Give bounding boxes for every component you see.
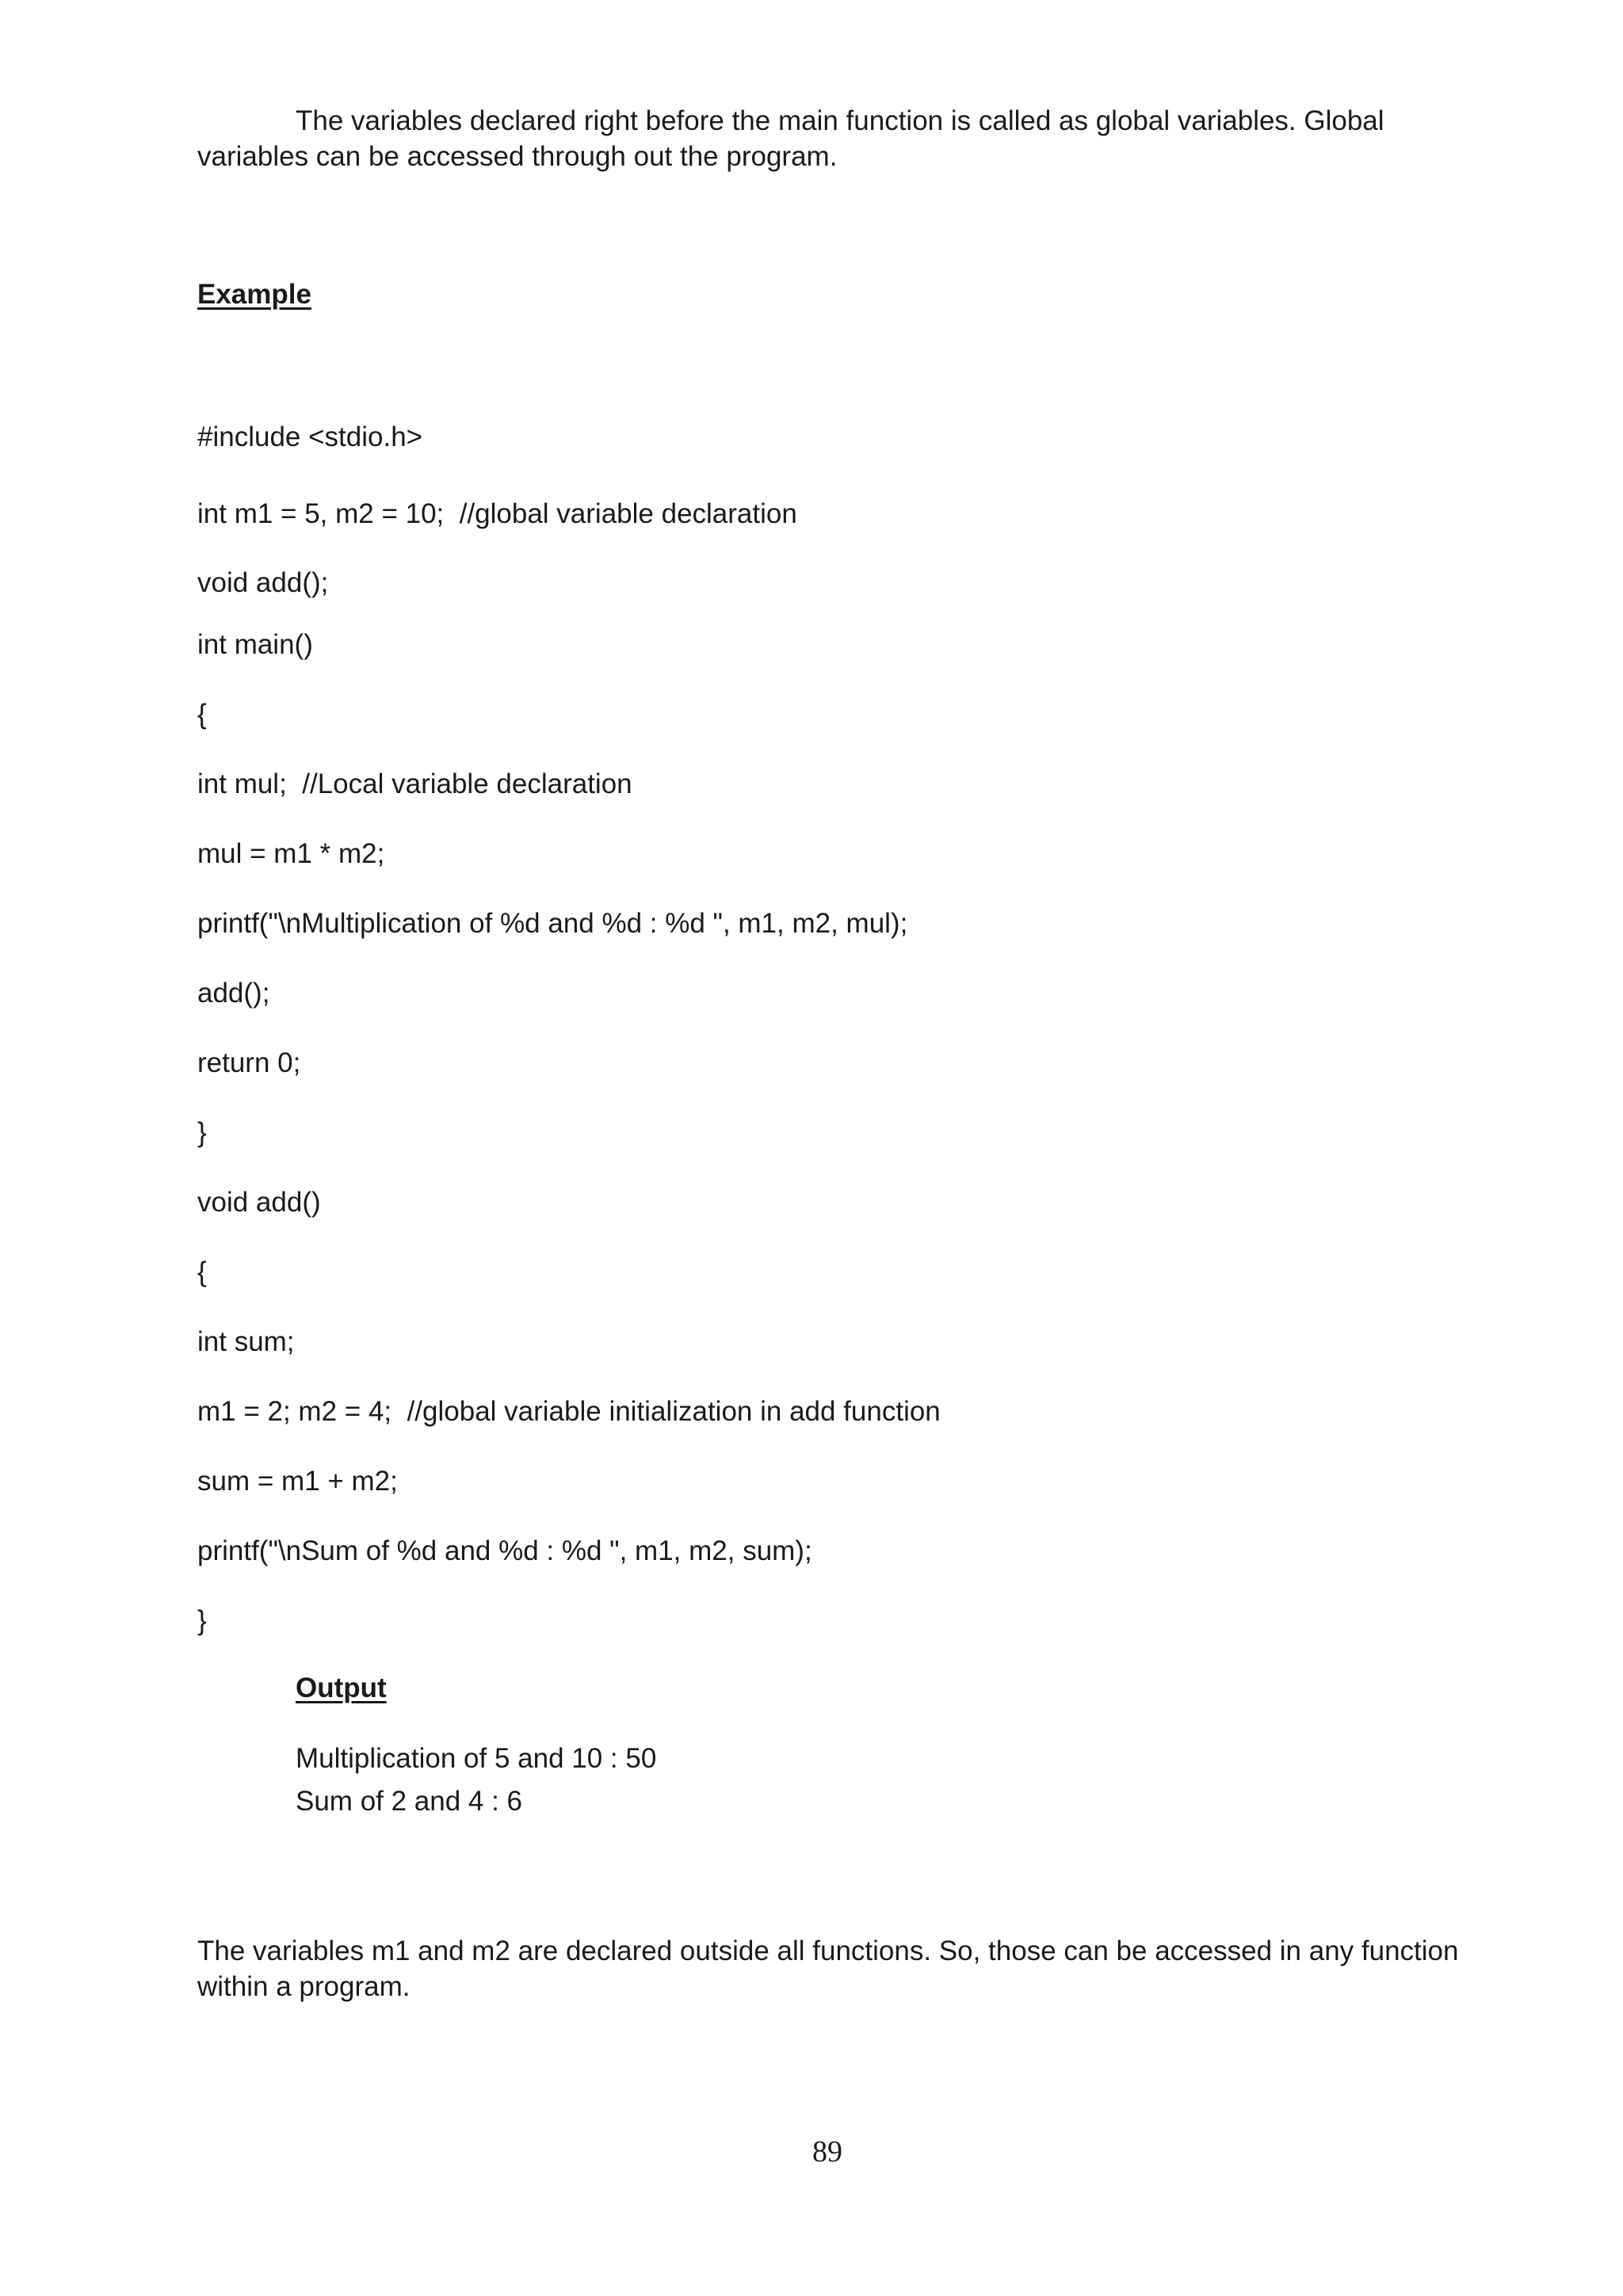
code-line: int main() <box>197 629 313 660</box>
code-line: void add(); <box>197 567 329 598</box>
code-line: printf("\nMultiplication of %d and %d : %d ", m1, m2, mul); <box>197 908 908 939</box>
code-line: int mul; //Local variable declaration <box>197 769 632 799</box>
code-line: return 0; <box>197 1047 301 1078</box>
code-line: } <box>197 1117 207 1148</box>
closing-paragraph: The variables m1 and m2 are declared outside all functions. So, those can be accessed in any function within a program. <box>197 1936 1459 2002</box>
intro-paragraph: The variables declared right before the main function is called as global variables. Global variables can be accessed through out the program. <box>197 105 1384 172</box>
code-line: printf("\nSum of %d and %d : %d ", m1, m2, sum); <box>197 1535 812 1566</box>
code-line: { <box>197 699 207 730</box>
output-line: Sum of 2 and 4 : 6 <box>296 1786 523 1817</box>
code-line: int sum; <box>197 1326 295 1357</box>
code-line: mul = m1 * m2; <box>197 838 385 869</box>
code-line: { <box>197 1257 207 1287</box>
example-heading: Example <box>197 279 311 310</box>
code-line: } <box>197 1605 207 1636</box>
code-line: #include <stdio.h> <box>197 421 423 452</box>
code-line: int m1 = 5, m2 = 10; //global variable declaration <box>197 498 797 529</box>
code-line: m1 = 2; m2 = 4; //global variable initialization in add function <box>197 1396 941 1427</box>
output-heading: Output <box>296 1672 387 1703</box>
output-line: Multiplication of 5 and 10 : 50 <box>296 1743 657 1774</box>
code-line: add(); <box>197 978 270 1009</box>
code-line: sum = m1 + m2; <box>197 1466 398 1497</box>
page-number: 89 <box>812 2135 842 2168</box>
code-line: void add() <box>197 1187 321 1218</box>
